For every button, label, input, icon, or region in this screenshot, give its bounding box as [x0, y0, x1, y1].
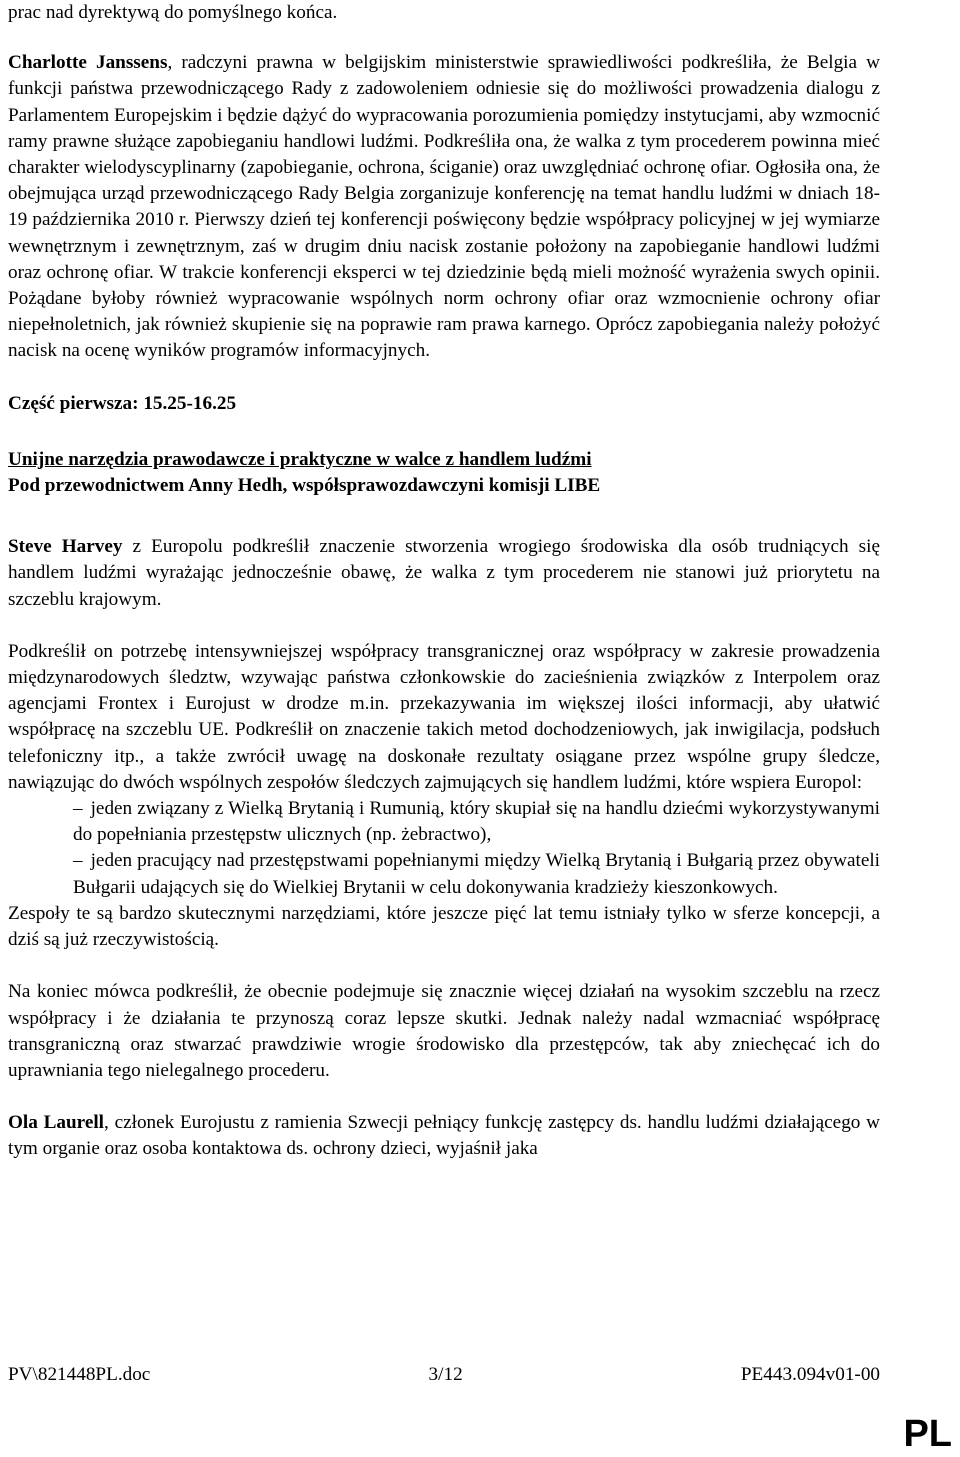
list-item: – jeden pracujący nad przestępstwami popełnianymi między Wielką Brytanią i Bułgarią przez obywateli Bułgarii udających się do Wielkiej Brytanii w celu dokonywania kradzieży kieszonkowych.: [73, 850, 880, 898]
harvey-conclusion-paragraph: Na koniec mówca podkreślił, że obecnie podejmuje się znacznie więcej działań na wysokim szczeblu na rzecz współpracy i że działania te przynoszą coraz lepsze skutki. Jednak należy nadal wzmacniać współpracę transgraniczną oraz stwarzać prawdziwie wrogie środowisko dla przestępców, tak aby zniechęcać ich do uprawniania tego nielegalnego procederu.: [8, 981, 880, 1081]
speaker-name-harvey: Steve Harvey: [8, 536, 123, 558]
session-title: Unijne narzędzia prawodawcze i praktyczne w walce z handlem ludźmi: [8, 448, 592, 470]
teams-summary-paragraph: Zespoły te są bardzo skutecznymi narzędziami, które jeszcze pięć lat temu istniały tylko w sferze koncepcji, a dziś są już rzeczywistością.: [8, 902, 880, 951]
language-code: PL: [903, 1413, 952, 1455]
laurell-text: , członek Eurojustu z ramienia Szwecji pełniący funkcję zastępcy ds. handlu ludźmi działającego w tym organie oraz osoba kontaktowa ds. ochrony dzieci, wyjaśnił jaka: [8, 1112, 881, 1160]
janssens-paragraph: [8, 50, 880, 364]
page-number: 3/12: [428, 1364, 463, 1385]
session-chair: Pod przewodnictwem Anny Hedh, współsprawozdawczyni komisji LIBE: [8, 475, 601, 497]
document-page: [8, 0, 880, 1163]
dash-marker: –: [73, 798, 83, 820]
dash-marker: –: [73, 850, 83, 872]
part-heading: Część pierwsza: 15.25-16.25: [8, 392, 237, 414]
list-item: – jeden związany z Wielką Brytanią i Rumunią, który skupiał się na handlu dziećmi wykorzystywanymi do popełniania przestępstw ulicznych (np. żebractwo),: [73, 798, 880, 846]
speaker-name-janssens: Charlotte Janssens: [8, 52, 168, 74]
intro-tail-paragraph: prac nad dyrektywą do pomyślnego końca.: [8, 2, 338, 23]
document-reference: PV\821448PL.doc: [8, 1364, 151, 1385]
janssens-text: , radczyni prawna w belgijskim ministerstwie sprawiedliwości podkreśliła, że Belgia w funkcji państwa przewodniczącego Rady z zadowoleniem odniesie się do możliwości prowadzenia dialogu z Parlamentem Europejskim i będzie dążyć do wypracowania porozumienia pomiędzy instytucjami, aby wzmocnić ramy prawne służące zapobieganiu handlowi ludźmi. Podkreśliła ona, że walka z tym procederem powinna mieć charakter wielodyscyplinarny (zapobieganie, ochrona, ściganie) oraz uwzględniać ochronę ofiar. Ogłosiła ona, że obejmująca urząd przewodniczącego Rady Belgia zorganizuje konferencję na temat handlu ludźmi w dniach 18-19 października 2010 r. Pierwszy dzień tej konferencji poświęcony będzie współpracy policyjnej w jej wymiarze wewnętrznym i zewnętrznym, zaś w drugim dniu nacisk zostanie położony na zapobieganie handlowi ludźmi oraz ochronę ofiar. W trakcie konferencji eksperci w tej dziedzinie będą mieli możność wyrażenia swych opinii. Pożądane byłoby również wypracowanie wspólnych norm ochrony ofiar oraz wzmocnienie ochrony ofiar niepełnoletnich, jak również skupienie się na poprawie ram prawa karnego. Oprócz zapobiegania należy położyć nacisk na ocenę wyników programów informacyjnych.: [8, 52, 880, 362]
joint-teams-list: [8, 796, 880, 901]
harvey-paragraph: [8, 534, 880, 613]
harvey-cooperation-paragraph: Podkreślił on potrzebę intensywniejszej współpracy transgranicznej oraz współpracy w zakresie prowadzenia międzynarodowych śledztw, wzywając państwa członkowskie do zacieśnienia związków z Interpolem oraz agencjami Frontex i Eurojust w drodze m.in. przekazywania im większej ilości informacji, aby ułatwić współpracę na szczeblu UE. Podkreślił on znaczenie takich metod dochodzeniowych, jak inwigilacja, podsłuch telefoniczny itp., a także zwrócił uwagę na doskonałe rezultaty osiągane przez wspólne grupy śledcze, nawiązując do dwóch wspólnych zespołów śledczych zajmujących się handlem ludźmi, które wspiera Europol:: [8, 640, 880, 793]
document-version: PE443.094v01-00: [740, 1364, 880, 1385]
page-footer: [8, 1362, 880, 1388]
laurell-paragraph: [8, 1110, 880, 1162]
harvey-text: z Europolu podkreślił znaczenie stworzenia wrogiego środowiska dla osób trudniących się handlem ludźmi wyrażając jednocześnie obawę, że walka z tym procederem nie stanowi już priorytetu na szczeblu krajowym.: [8, 536, 880, 610]
speaker-name-laurell: Ola Laurell: [8, 1112, 105, 1134]
session-block: [8, 447, 880, 499]
